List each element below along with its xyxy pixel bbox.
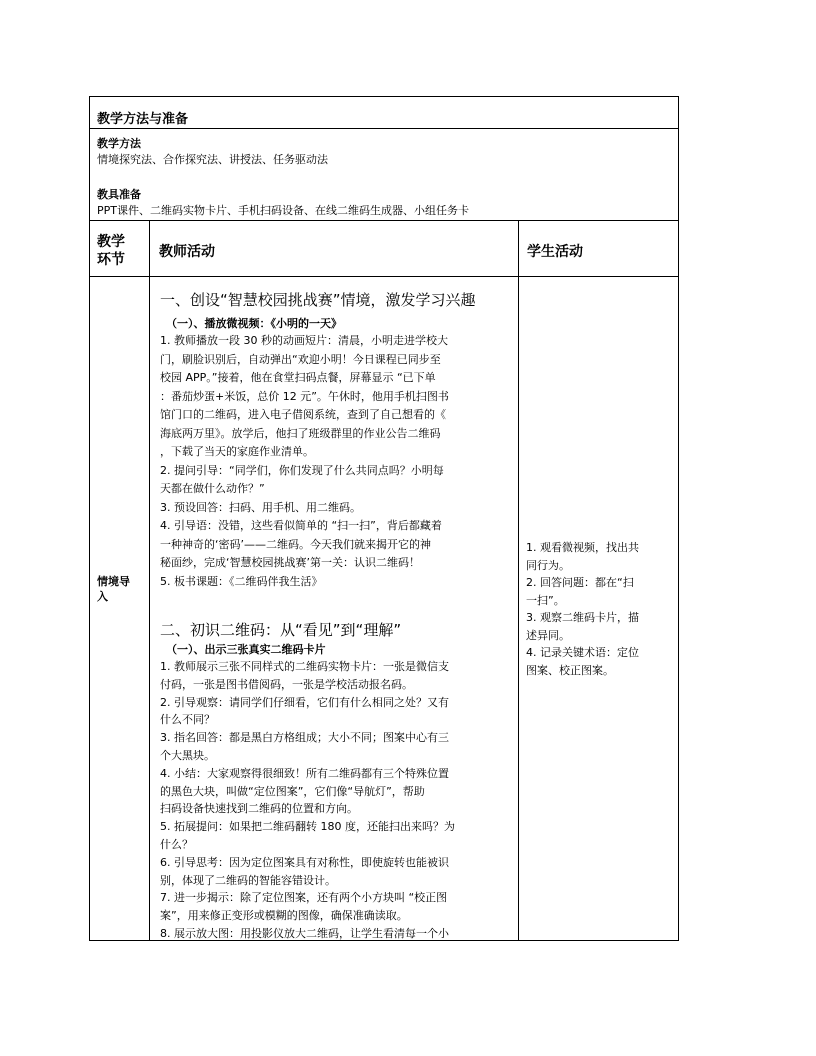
part2-line: 7. 进一步揭示：除了定位图案，还有两个小方块叫 “校正图 [160,891,448,905]
part1-line: 海底两万里》。放学后，他扫了班级群里的作业公告二维码 [160,426,441,440]
part2-line: 别，体现了二维码的智能容错设计。 [160,873,336,887]
part1-line: 校园 APP。”接着，他在食堂扫码点餐，屏幕显示 “已下单 [160,371,436,384]
part1-subtitle: （一）、播放微视频：《小明的一天》 [166,317,342,330]
part2-subtitle: （一）、出示三张真实二维码卡片 [166,643,326,656]
part1-line: 5. 板书课题：《二维码伴我生活》 [160,574,323,588]
part1-line: 天都在做什么动作？” [160,482,265,495]
part2-line: 1. 教师展示三张不同样式的二维码实物卡片：一张是微信支 [160,660,449,673]
part2-line: 8. 展示放大图：用投影仪放大二维码，让学生看清每一个小 [160,927,449,940]
student-line: 同行为。 [526,558,570,572]
part2-line: 4. 小结：大家观察得很细致！所有二维码都有三个特殊位置 [160,766,449,780]
lesson-plan-table [89,96,679,941]
student-line: 4. 记录关键术语：定位 [526,646,639,659]
part1-line: 4. 引导语：没错，这些看似简单的 “扫一扫”，背后都藏着 [160,519,442,532]
part1-line: 2. 提问引导：“同学们，你们发现了什么共同点吗？小明每 [160,463,444,477]
table-body [90,277,678,940]
part2-line: 什么？ [160,838,193,851]
student-line: 2. 回答问题：都在“扫 [526,576,634,589]
part2-line: 什么不同？ [160,713,215,727]
part1-line: ，下载了当天的家庭作业清单。 [160,445,314,458]
stage-cell [97,574,147,604]
section-title: 教学方法与准备 [97,112,189,127]
part2-line: 扫码设备快速找到二维码的位置和方向。 [160,802,358,816]
part1-line: 1. 教师播放一段 30 秒的动画短片：清晨，小明走进学校大 [160,334,448,347]
student-line: 3. 观察二维码卡片，描 [526,611,639,624]
part1-line: 秘面纱，完成‘智慧校园挑战赛’第一关：认识二维码！ [160,556,420,569]
student-line: 1. 观看微视频，找出共 [526,541,639,554]
student-line: 述异同。 [526,628,570,642]
part1-line: 门，刷脸识别后，自动弹出“欢迎小明！今日课程已同步至 [160,352,441,366]
part2-title: 二、初识二维码：从“看见”到“理解” [160,621,402,639]
part2-line: 付码，一张是图书借阅码，一张是学校活动报名码。 [160,677,413,691]
part1-line: 馆门口的二维码，进入电子借阅系统，查到了自己想看的《 [160,408,446,421]
part1-line: 3. 预设回答：扫码、用手机、用二维码。 [160,500,361,514]
methods-text: 情境探究法、合作探究法、讲授法、任务驱动法 [97,153,328,166]
part1-line: ：番茄炒蛋+米饭，总价 12 元”。午休时，他用手机扫图书 [160,389,449,403]
student-line: 一扫”。 [526,593,565,607]
header-student: 学生活动 [527,244,583,260]
header-stage-line1: 教学 [97,234,125,250]
part1-line: 一种神奇的‘密码’——二维码。今天我们就来揭开它的神 [160,537,431,551]
header-teacher: 教师活动 [159,244,215,260]
methods-row [90,129,678,221]
methods-label: 教学方法 [97,137,141,150]
table-header-row [90,221,678,277]
part2-line: 3. 指名回答：都是黑白方格组成；大小不同；图案中心有三 [160,731,449,745]
section-title-row [90,97,678,129]
part2-line: 5. 拓展提问：如果把二维码翻转 180 度，还能扫出来吗？为 [160,820,455,834]
student-line: 图案、校正图案。 [526,663,614,677]
part2-line: 案”，用来修正变形或模糊的图像，确保准确读取。 [160,909,408,923]
header-stage-line2: 环节 [97,252,125,268]
header-stage [97,233,125,269]
part1-title: 一、创设“智慧校园挑战赛”情境，激发学习兴趣 [160,291,476,309]
part2-line: 个大黑块。 [160,749,215,762]
part2-line: 的黑色大块，叫做“定位图案”，它们像“导航灯”，帮助 [160,784,425,798]
tools-label: 教具准备 [97,188,141,201]
tools-text: PPT课件、二维码实物卡片、手机扫码设备、在线二维码生成器、小组任务卡 [97,204,469,217]
stage-line1: 情境导 [97,575,130,588]
part2-line: 6. 引导思考：因为定位图案具有对称性，即使旋转也能被识 [160,855,449,869]
stage-line2: 入 [97,590,108,603]
part2-line: 2. 引导观察：请同学们仔细看，它们有什么相同之处？又有 [160,695,449,709]
